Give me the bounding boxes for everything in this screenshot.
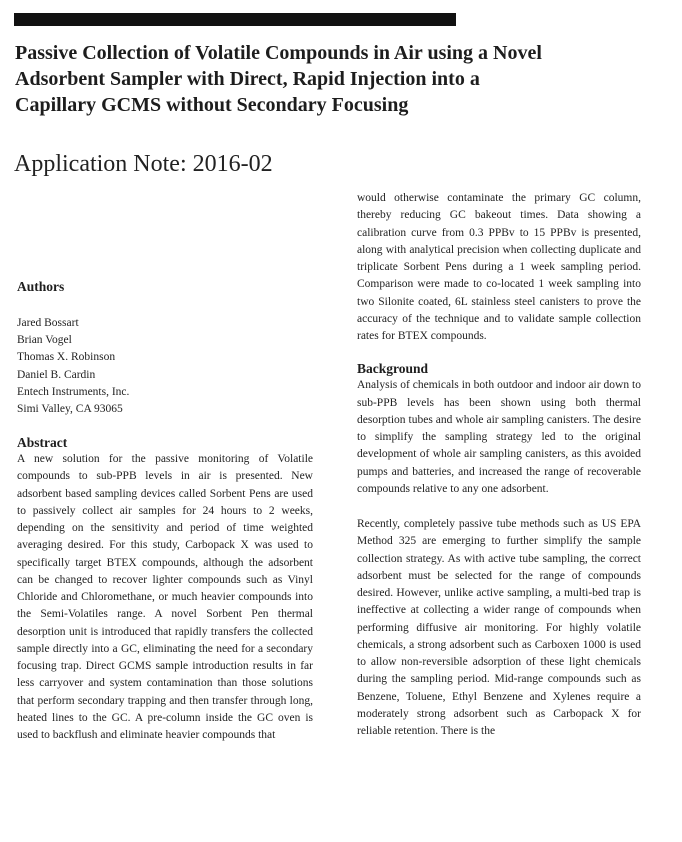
title-line-1: Passive Collection of Volatile Compounds in Air using a Novel <box>15 42 542 64</box>
title-line-2: Adsorbent Sampler with Direct, Rapid Injection into a <box>15 68 480 90</box>
right-column <box>357 190 641 740</box>
author-line: Brian Vogel <box>17 334 72 347</box>
author-line: Thomas X. Robinson <box>17 351 116 364</box>
authors-list <box>17 315 313 418</box>
background-heading: Background <box>357 361 429 377</box>
title-line-3: Capillary GCMS without Secondary Focusing <box>15 94 409 116</box>
document-title <box>15 40 655 118</box>
application-note-number: Application Note: 2016-02 <box>14 151 273 177</box>
abstract-heading: Abstract <box>17 435 68 451</box>
header-rule-bar <box>14 13 456 26</box>
abstract-text: A new solution for the passive monitoring of Volatile compounds to sub-PPB levels in air is presented. New adsorbent based sampling devices called Sorbent Pens are used to passively collect air samples for 24 hours to 2 weeks, depending on the sensitivity and period of time weighted averaging desired. For this study, Carbopack X was used to specifically target BTEX compounds, although the adsorbent can be changed to recover lighter compounds such as Vinyl Chloride and Chloromethane, or much heavier compounds into the Semi-Volatiles range. A novel Sorbent Pen thermal desorption unit is introduced that rapidly transfers the collected sample directly into a GC, eliminating the need for a secondary focusing trap. Direct GCMS sample introduction results in far less carryover and system contamination than those solutions that perform secondary trapping and then transfer through long, heated lines to the GC. A pre-column inside the GC oven is used to backflush and eliminate heavier compounds that <box>17 453 313 742</box>
address-line: Simi Valley, CA 93065 <box>17 403 123 416</box>
authors-heading: Authors <box>17 279 65 294</box>
background-paragraph-2: Recently, completely passive tube methods such as US EPA Method 325 are emerging to further simplify the sample collection strategy. As with active tube sampling, the correct adsorbent must be selected for the range of compounds desired. However, unlike active sampling, a multi-bed trap is ineffective at collecting a wider range of compounds when performing diffusive air monitoring. For highly volatile chemicals, a strong adsorbent such as Carboxen 1000 is used to allow non-reversible adsorption of these light chemicals during the sampling period. Mid-range compounds such as Benzene, Toluene, Ethyl Benzene and Xylenes require a moderately strong adsorbent such as Carbopack X for reliable retention. There is the <box>357 518 641 737</box>
affiliation-line: Entech Instruments, Inc. <box>17 385 130 398</box>
author-line: Jared Bossart <box>17 317 79 329</box>
author-line: Daniel B. Cardin <box>17 368 96 381</box>
background-paragraph-1: Analysis of chemicals in both outdoor and indoor air down to sub-PPB levels has been shown using both thermal desorption tubes and whole air sampling canisters. The desire to simplify the sampling strategy led to the original development of whole air sampling canisters, as this avoided pumps and batteries, and increased the range of recoverable compounds relative to any one adsorbent. <box>357 379 641 495</box>
abstract-continued-text: would otherwise contaminate the primary GC column, thereby reducing GC bakeout times. Data showing a calibration curve from 0.3 PPBv to 15 PPBv is presented, along with analytical precision when collecting duplicate and triplicate Sorbent Pens during a 1 week sampling period. Comparison were made to co-located 1 week sampling into two Silonite coated, 6L stainless steel canisters to prove the accuracy of the technique and to validate sample collection rates for BTEX compounds. <box>357 192 641 342</box>
left-column <box>17 278 313 744</box>
